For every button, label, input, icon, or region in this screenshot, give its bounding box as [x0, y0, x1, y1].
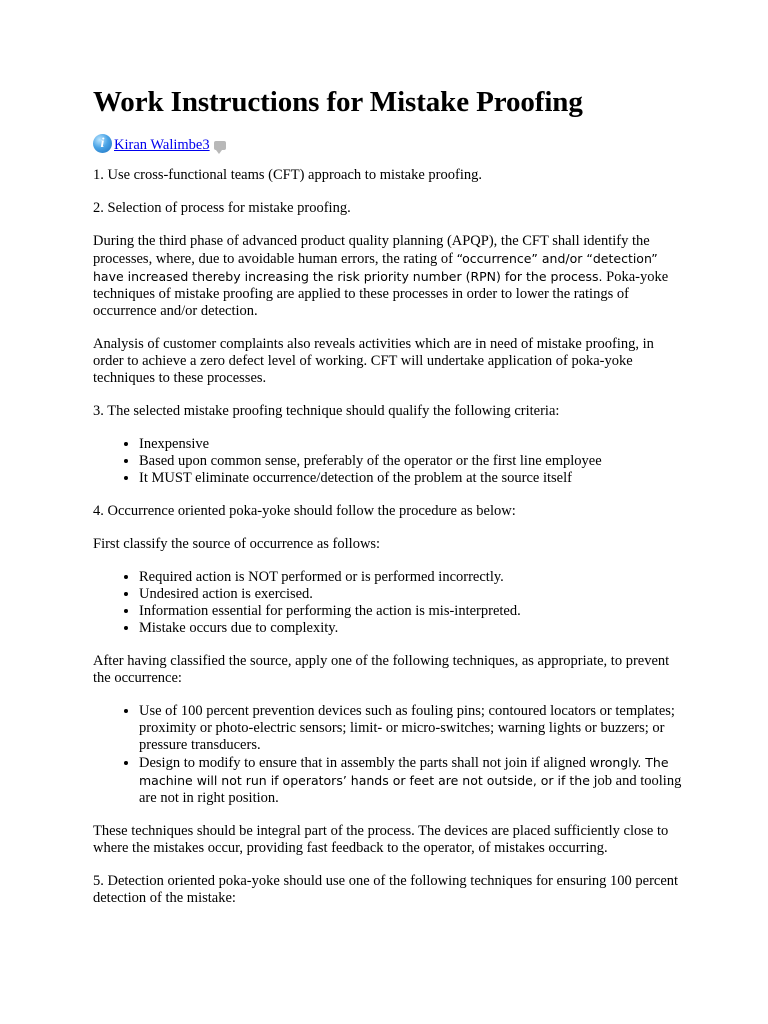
page-title: Work Instructions for Mistake Proofing — [93, 86, 583, 118]
step-4: 4. Occurrence oriented poka-yoke should follow the procedure as below: — [93, 503, 516, 519]
info-icon: i — [93, 134, 112, 153]
list-item: • Inexpensive — [139, 436, 683, 453]
step-3: 3. The selected mistake proofing technique should qualify the following criteria: — [93, 403, 560, 419]
complaints-paragraph: Analysis of customer complaints also reveals activities which are in need of mistake proofing, in order to achieve a zero defect level of working. CFT will undertake application of poka-yoke techniques to these processes. — [93, 336, 654, 386]
list-item: • Required action is NOT performed or is performed incorrectly. — [139, 569, 683, 586]
sources-list — [93, 569, 683, 637]
step-2: 2. Selection of process for mistake proofing. — [93, 200, 351, 216]
author-line — [93, 134, 683, 156]
author-link[interactable]: Kiran Walimbe3 — [114, 136, 210, 153]
list-item: • It MUST eliminate occurrence/detection of the problem at the source itself — [139, 470, 683, 487]
step-5: 5. Detection oriented poka-yoke should use one of the following techniques for ensuring 100 percent detection of the mistake: — [93, 873, 679, 906]
list-item: • Based upon common sense, preferably of the operator or the first line employee — [139, 453, 683, 470]
integration-paragraph: These techniques should be integral part of the process. The devices are placed sufficiently close to where the mistakes occur, providing fast feedback to the operator, of mistakes occurring. — [93, 823, 669, 856]
document-body — [93, 84, 683, 923]
techniques-intro: After having classified the source, apply one of the following techniques, as appropriate, to prevent the occurrence: — [93, 653, 670, 686]
apqp-text-b: “occurrence” and/or “detection” have increased thereby increasing the risk priority number (RPN) for the process. — [93, 251, 658, 284]
technique-text-a: Design to modify to ensure that in assembly the parts shall not join if aligned — [139, 755, 590, 771]
technique-text-b: wrongly. The machine will not run if operators’ hands or feet are not outside, or if the — [139, 755, 669, 788]
technique-text-c: job and tooling are not in right position. — [139, 773, 682, 806]
list-item: • Information essential for performing the action is mis-interpreted. — [139, 603, 683, 620]
comment-icon[interactable] — [214, 141, 226, 150]
list-item: • Undesired action is exercised. — [139, 586, 683, 603]
list-item — [139, 754, 683, 807]
techniques-list — [93, 703, 683, 807]
list-item: • Mistake occurs due to complexity. — [139, 620, 683, 637]
apqp-text-c: Poka-yoke techniques of mistake proofing are applied to these processes in order to lower the ratings of occurrence and/or detection. — [93, 269, 669, 319]
criteria-list — [93, 436, 683, 487]
apqp-text-a: During the third phase of advanced product quality planning (APQP), the CFT shall identify the processes, where, due to avoidable human errors, the rating of — [93, 233, 650, 267]
step-1: 1. Use cross-functional teams (CFT) approach to mistake proofing. — [93, 167, 482, 183]
classify-intro: First classify the source of occurrence as follows: — [93, 536, 381, 552]
apqp-paragraph — [93, 233, 683, 320]
list-item: • Use of 100 percent prevention devices such as fouling pins; contoured locators or templates; proximity or photo-electric sensors; limit- or micro-switches; warning lights or buzzers; or pressure transducers. — [139, 703, 683, 754]
